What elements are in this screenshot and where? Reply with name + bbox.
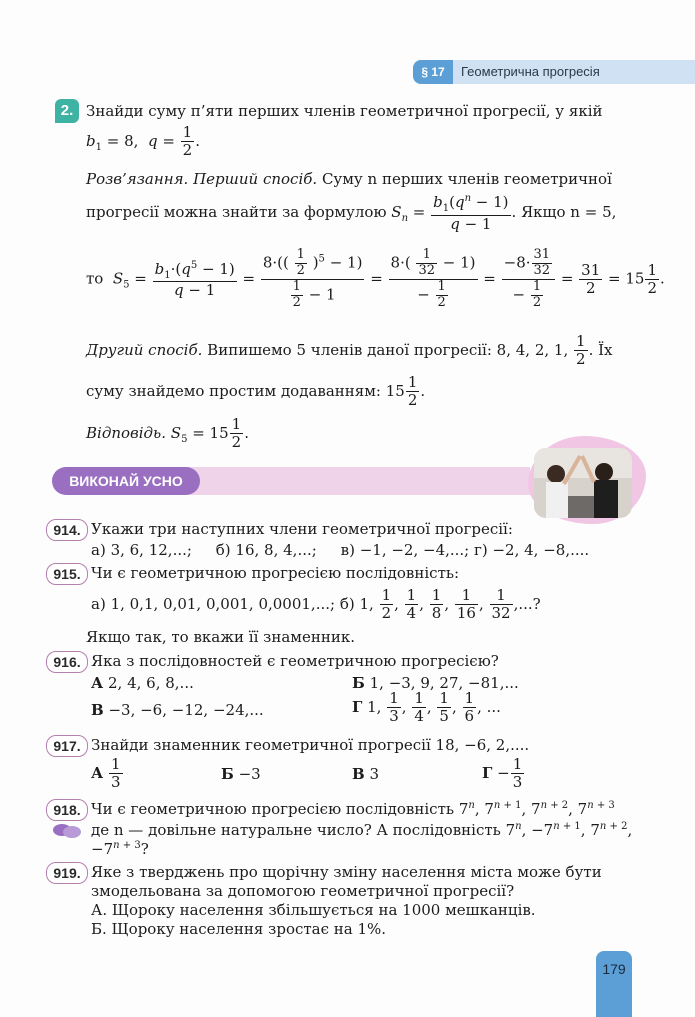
solution-line [86, 170, 612, 188]
second-tail: Їх [598, 340, 613, 359]
exercise-916-number: 916. [46, 651, 88, 673]
sum-text: суму знайдемо простим додаванням: 15 [86, 381, 405, 400]
sum-line: суму знайдемо простим додаванням: 15 $\frac{1}{2}$ . [86, 373, 426, 410]
exercise-914-options: а) 3, 6, 12,...; б) 16, 8, 4,...; в) −1, −2, −4,...; г) −2, 4, −8,.... [91, 541, 590, 559]
exercise-914-text: Укажи три наступних члени геометричної прогресії: [91, 520, 513, 538]
section-bar-label: ВИКОНАЙ УСНО [52, 467, 200, 495]
exercise-918-number: 918. [46, 799, 88, 821]
example-number: 2. [55, 99, 79, 123]
exercise-916-opt-v: В −3, −6, −12, −24,... [91, 701, 264, 719]
section-title: Геометрична прогресія [461, 64, 600, 79]
second-text: Випишемо 5 членів даної прогресії: 8, 4, 2, 1, [207, 340, 569, 359]
example-condition: $b_1 = 8$, q = $\frac{1}{2}$ . [86, 123, 200, 160]
exercise-915-tail: Якщо так, то вкажи її знаменник. [86, 628, 355, 646]
exercise-919-opt-b: Б. Щороку населення зростає на 1%. [91, 920, 387, 938]
exercise-914-number: 914. [46, 519, 88, 541]
answer-line: Відповідь. $S_5 = 15$ $\frac{1}{2}$ . [86, 415, 249, 452]
answer-label: Відповідь. [86, 423, 166, 442]
exercise-919-number: 919. [46, 862, 88, 884]
second-method: Другий спосіб. Випишемо 5 членів даної прогресії: 8, 4, 2, 1, $\frac{1}{2}$ . Їх [86, 332, 613, 369]
formula-lead: прогресії можна знайти за формулою [86, 202, 387, 221]
exercise-918-line3: $-7^{n + 3}$? [91, 840, 149, 858]
exercise-916-opt-g: Г 1, $\frac{1}{3}$ , $\frac{1}{4}$ , $\frac{1}{5}$ , $\frac{1}{6}$ , ... [352, 689, 501, 726]
exercise-917-number: 917. [46, 735, 88, 757]
exercise-915-options: а) 1, 0,1, 0,01, 0,001, 0,0001,...; б) 1, $\frac{1}{2}$ , $\frac{1}{4}$ , $\frac{1}{8}$ , $\frac{1}{16}$ , $\frac{1}{32}$ ,...? [91, 586, 541, 623]
exercise-919-line2: змодельована за допомогою геометричної прогресії? [91, 882, 515, 900]
example-task [86, 102, 603, 120]
exercise-916-opt-a: А 2, 4, 6, 8,... [91, 674, 194, 692]
students-photo [534, 448, 632, 518]
exercise-916-text: Яка з послідовностей є геометричною прогресією? [91, 652, 499, 670]
page-number: 179 [596, 951, 632, 1017]
exercise-919-text: Яке з тверджень про щорічну зміну населення міста може бути [91, 863, 602, 881]
exercise-918-text: Чи є геометричною прогресією послідовність 7$^n$, $7^{n + 1}$, $7^{n + 2}$, $7^{n + 3}$ [91, 800, 615, 818]
formula-line: прогресії можна знайти за формулою $S_n$ = $\frac{b_1(q^n - 1)}{q - 1}$ . Якщо n = 5, [86, 193, 617, 233]
exercise-917-opt-a: А $\frac{1}{3}$ [91, 755, 121, 792]
exercise-916-opt-b: Б 1, −3, 9, 27, −81,... [352, 674, 519, 692]
solution-label: Розв’язання. Перший спосіб. [86, 170, 318, 188]
exercise-915-number: 915. [46, 563, 88, 585]
exercise-915-opt-a: а) 1, 0,1, 0,01, 0,001, 0,0001,...; б) 1, [91, 594, 374, 613]
exercise-915-text: Чи є геометричною прогресією послідовність: [91, 564, 460, 582]
task-text: Знайди суму п’яти перших членів геометричної прогресії, у якій [86, 102, 603, 120]
exercise-917-opt-v: В 3 [352, 765, 380, 783]
exercise-917-opt-g: Г − $\frac{1}{3}$ [482, 755, 523, 792]
computation-line: то $S_5$ = $\frac{b_1\cdot(q^5 - 1)}{q - 1}$ = 8·(( $\frac{1}{2}$ )$^5$ − 1) $\frac{1}{2}$ − 1 = 8·( $\frac{1}{32}$ − 1) − $\frac{1}{2}$ = −8· $\frac{31}{32}$ − $\frac{1}{2}$ = $\frac{31}{2}$ = 15 $\frac{1}{2}$ . [86, 247, 665, 310]
exercise-919-opt-a: А. Щороку населення збільшується на 1000 мешканців. [91, 901, 536, 919]
formula-tail: . Якщо n = 5, [511, 202, 617, 221]
exercise-918-line2: де n — довільне натуральне число? А послідовність $7^n$, $-7^{n + 1}$, $7^{n + 2}$, [91, 821, 633, 839]
section-number: § 17 [413, 60, 453, 84]
discussion-icon [52, 823, 82, 843]
exercise-917-opt-b: Б −3 [221, 765, 261, 783]
exercise-917-text: Знайди знаменник геометричної прогресії 18, −6, 2,.... [91, 736, 530, 754]
solution-text: Суму n перших членів геометричної [321, 170, 612, 188]
second-label: Другий спосіб. [86, 340, 203, 359]
